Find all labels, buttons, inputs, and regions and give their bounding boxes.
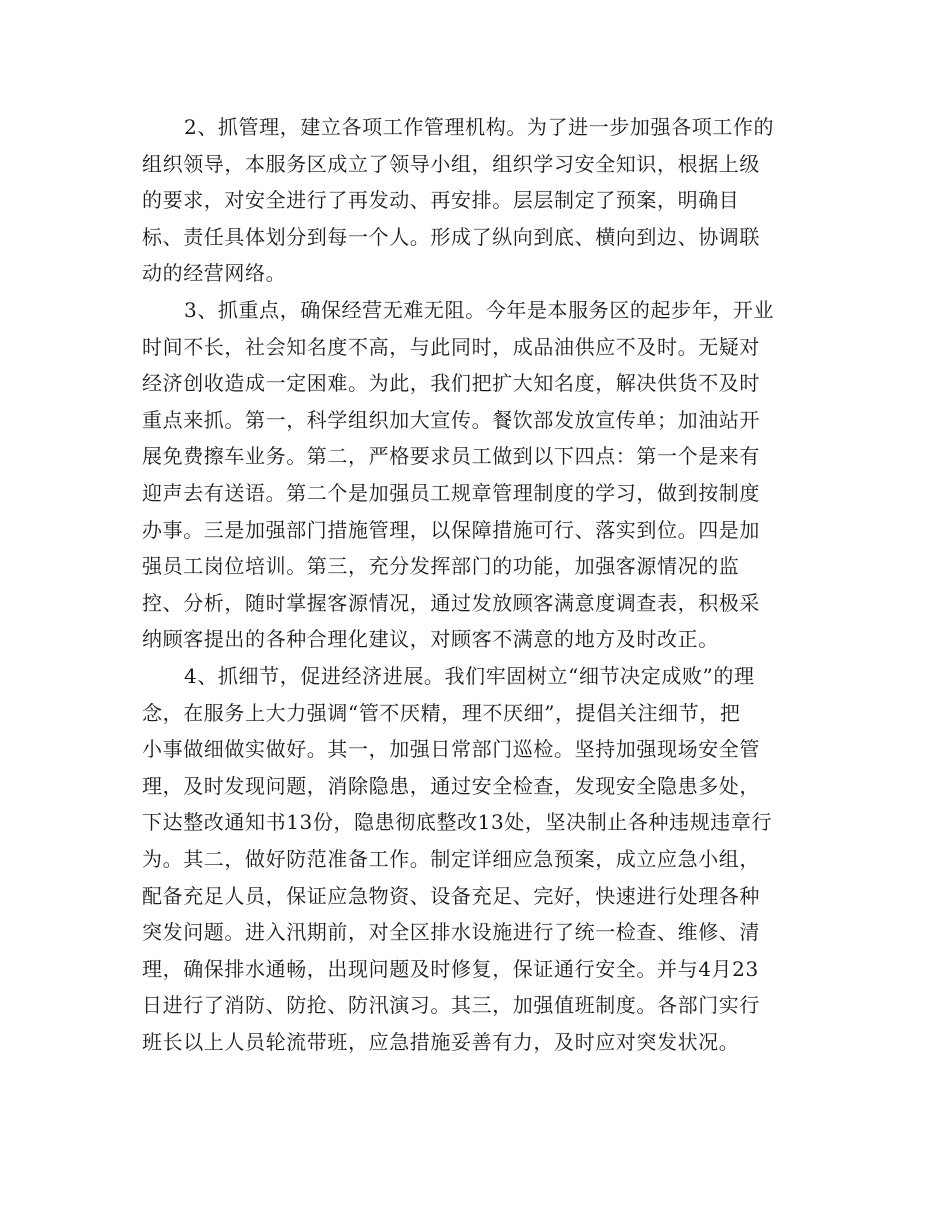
paragraph-line: 动的经营网络。: [142, 261, 287, 286]
paragraph-line: 重点来抓。第一，科学组织加大宣传。餐饮部发放宣传单；加油站开: [142, 407, 760, 432]
paragraph-3: [142, 292, 822, 658]
paragraph-line: 班长以上人员轮流带班，应急措施妥善有力，及时应对突发状况。: [142, 1029, 740, 1054]
paragraph-line: 标、责任具体划分到每一个人。形成了纵向到底、横向到边、协调联: [142, 224, 760, 249]
paragraph-4: [142, 658, 822, 1061]
paragraph-line: 经济创收造成一定困难。为此，我们把扩大知名度，解决供货不及时: [142, 371, 760, 396]
paragraph-line: 组织领导，本服务区成立了领导小组，组织学习安全知识，根据上级: [142, 151, 760, 176]
paragraph-line: 为。其二，做好防范准备工作。制定详细应急预案，成立应急小组，: [142, 846, 760, 871]
paragraph-line: 强员工岗位培训。第三，充分发挥部门的功能，加强客源情况的监: [142, 554, 740, 579]
paragraph-line: 突发问题。进入汛期前，对全区排水设施进行了统一检查、维修、清: [142, 920, 760, 945]
paragraph-line: 日进行了消防、防抢、防汛演习。其三，加强值班制度。各部门实行: [142, 993, 760, 1018]
paragraph-line: 念，在服务上大力强调“管不厌精，理不厌细”，提倡关注细节，把: [142, 700, 741, 725]
paragraph-line: 控、分析，随时掌握客源情况，通过发放顾客满意度调查表，积极采: [142, 590, 760, 615]
paragraph-line: 4、抓细节，促进经济进展。我们牢固树立“细节决定成败”的理: [184, 664, 755, 688]
paragraph-line: 理，确保排水通畅，出现问题及时修复，保证通行安全。并与4月23: [142, 956, 759, 981]
paragraph-line: 纳顾客提出的各种合理化建议，对顾客不满意的地方及时改正。: [142, 627, 719, 652]
paragraph-line: 迎声去有送语。第二个是加强员工规章管理制度的学习，做到按制度: [142, 480, 760, 505]
paragraph-line: 配备充足人员，保证应急物资、设备充足、完好，快速进行处理各种: [142, 883, 760, 908]
paragraph-line: 的要求，对安全进行了再发动、再安排。层层制定了预案，明确目: [142, 188, 740, 213]
paragraph-line: 时间不长，社会知名度不高，与此同时，成品油供应不及时。无疑对: [142, 334, 760, 359]
paragraph-line: 2、抓管理，建立各项工作管理机构。为了进一步加强各项工作的: [184, 115, 775, 139]
paragraph-line: 理，及时发现问题，消除隐患，通过安全检查，发现安全隐患多处，: [142, 773, 760, 798]
paragraph-line: 办事。三是加强部门措施管理，以保障措施可行、落实到位。四是加: [142, 517, 760, 542]
paragraph-line: 小事做细做实做好。其一，加强日常部门巡检。坚持加强现场安全管: [142, 737, 760, 762]
paragraph-line: 展免费擦车业务。第二，严格要求员工做到以下四点：第一个是来有: [142, 444, 760, 469]
paragraph-2: [142, 109, 822, 292]
paragraph-line: 3、抓重点，确保经营无难无阻。今年是本服务区的起步年，开业: [184, 298, 775, 322]
paragraph-line: 下达整改通知书13份，隐患彻底整改13处，坚决制止各种违规违章行: [142, 810, 773, 835]
